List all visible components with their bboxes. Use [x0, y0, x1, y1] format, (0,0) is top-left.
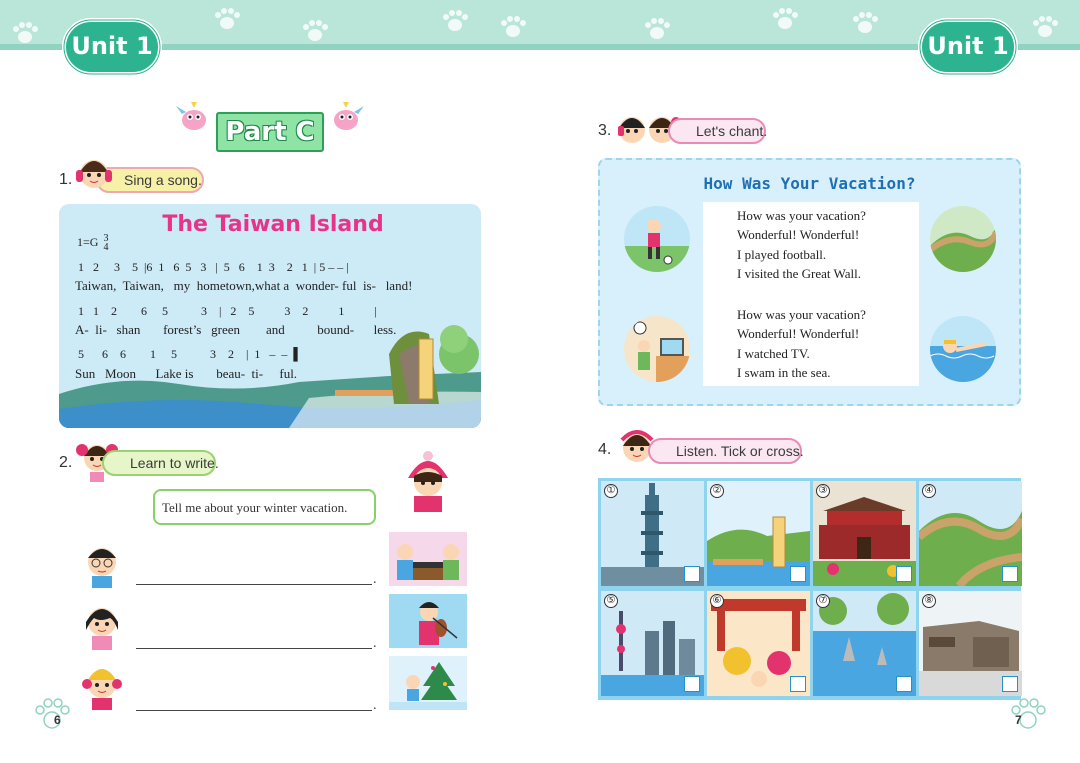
unit-badge-left: [62, 14, 162, 80]
picture-grid: [598, 478, 1021, 700]
chant-line: I played football.: [737, 247, 827, 262]
instruction-text: Let's chant.: [696, 123, 768, 139]
tick-box[interactable]: [896, 676, 912, 692]
chess-picture: [389, 532, 467, 586]
chant-card: [598, 158, 1021, 406]
paw-print-icon: [1030, 14, 1060, 40]
chant-line: I swam in the sea.: [737, 365, 831, 380]
line-end-dot: .: [373, 572, 377, 587]
paw-print-icon: [10, 20, 40, 46]
chant-line: How was your vacation?: [737, 307, 866, 322]
tick-box[interactable]: [790, 566, 806, 582]
line-end-dot: .: [373, 636, 377, 651]
girl-icon: [80, 600, 124, 652]
violin-illustration: [389, 594, 467, 648]
tick-box[interactable]: [790, 676, 806, 692]
unit-badge-right: [918, 14, 1018, 80]
instruction-text: Sing a song.: [124, 172, 202, 188]
writing-line[interactable]: [136, 584, 372, 585]
bird-icon: [328, 100, 364, 134]
page-number: 6: [54, 713, 61, 727]
chant-line: I watched TV.: [737, 346, 810, 361]
skating-illustration: [389, 656, 467, 710]
song-title: The Taiwan Island: [162, 212, 384, 237]
lyrics-line: Taiwan, Taiwan, my hometown,what a wonder- ful is- land!: [75, 278, 413, 293]
section-number: 4.: [598, 441, 612, 458]
west-lake-picture: [813, 591, 916, 696]
tick-box[interactable]: [1002, 566, 1018, 582]
key-signature: 1=G: [77, 234, 99, 249]
paw-print-icon: [212, 6, 242, 32]
great-wall-picture: [919, 481, 1022, 586]
section-number: 3.: [598, 122, 612, 139]
skating-picture: [389, 656, 467, 710]
lyrics-line: Sun Moon Lake is beau- ti- ful.: [75, 366, 298, 381]
chant-line: Wonderful! Wonderful!: [737, 227, 860, 242]
instruction-bubble: [648, 438, 802, 464]
taipei-101-picture: [601, 481, 704, 586]
item-number: ⑧: [922, 594, 936, 608]
girl-winter-hat-icon: [400, 450, 456, 512]
item-number: ⑤: [604, 594, 618, 608]
notes-line: 1 1 2 6 5 3 | 2 5 3 2 1 |: [75, 304, 377, 318]
paw-print-icon: [642, 16, 672, 42]
instruction-bubble: [102, 450, 219, 476]
chess-illustration: [389, 532, 467, 586]
tv-picture: [624, 316, 690, 382]
paw-print-icon: [440, 8, 470, 34]
item-number: ⑥: [710, 594, 724, 608]
great-wall-illustration: [930, 206, 996, 272]
paw-print-icon: [34, 698, 70, 734]
girl-headphones-icon: [72, 150, 116, 194]
item-number: ⑦: [816, 594, 830, 608]
chant-text-panel: [703, 202, 919, 386]
page-number: 7: [1015, 713, 1022, 727]
football-illustration: [624, 206, 690, 272]
tick-box[interactable]: [684, 566, 700, 582]
chant-line: I visited the Great Wall.: [737, 266, 861, 281]
great-wall-small-picture: [930, 206, 996, 272]
girl-earmuffs-icon: [80, 660, 124, 712]
chant-line: Wonderful! Wonderful!: [737, 326, 860, 341]
lion-dance-picture: [707, 591, 810, 696]
paw-print-icon: [300, 18, 330, 44]
tick-box[interactable]: [1002, 676, 1018, 692]
item-number: ③: [816, 484, 830, 498]
tick-box[interactable]: [684, 676, 700, 692]
item-number: ①: [604, 484, 618, 498]
item-number: ②: [710, 484, 724, 498]
shanghai-skyline-picture: [601, 591, 704, 696]
section-number: 1.: [59, 171, 73, 188]
paw-print-icon: [770, 6, 800, 32]
football-picture: [624, 206, 690, 272]
line-end-dot: .: [373, 698, 377, 713]
section-number: 2.: [59, 454, 73, 471]
unit-label: Unit 1: [927, 32, 1009, 60]
chant-line: How was your vacation?: [737, 208, 866, 223]
item-number: ④: [922, 484, 936, 498]
speech-bubble: [153, 489, 376, 525]
instruction-text: Listen. Tick or cross.: [676, 443, 804, 459]
time-bottom: 4: [103, 242, 109, 253]
swimming-picture: [930, 316, 996, 382]
part-title: Part C: [216, 112, 324, 152]
lyrics-line: A- li- shan forest’s green and bound- less.: [75, 322, 397, 337]
notes-line: 1 2 3 5 |6 1 6 5 3 | 5 6 1 3 2 1 | 5 – – |: [75, 260, 349, 274]
tiananmen-picture: [813, 481, 916, 586]
instruction-text: Learn to write.: [130, 455, 219, 471]
song-card: [59, 204, 481, 428]
tick-box[interactable]: [896, 566, 912, 582]
writing-line[interactable]: [136, 648, 372, 649]
tv-illustration: [624, 316, 690, 382]
time-top: 3: [103, 233, 109, 244]
chant-title: How Was Your Vacation?: [703, 174, 916, 193]
song-key: [77, 234, 108, 252]
time-signature: [103, 234, 108, 252]
notes-line: 5 6 6 1 5 3 2 | 1 – – ▌: [75, 347, 302, 361]
swimming-illustration: [930, 316, 996, 382]
paw-print-icon: [850, 10, 880, 36]
writing-line[interactable]: [136, 710, 372, 711]
writing-prompt: Tell me about your winter vacation.: [162, 500, 348, 515]
museum-picture: [919, 591, 1022, 696]
bird-icon: [176, 100, 212, 134]
boy-glasses-icon: [80, 540, 124, 590]
paw-print-icon: [498, 14, 528, 40]
sun-moon-lake-picture: [707, 481, 810, 586]
violin-picture: [389, 594, 467, 648]
unit-label: Unit 1: [71, 32, 153, 60]
instruction-bubble: [668, 118, 766, 144]
